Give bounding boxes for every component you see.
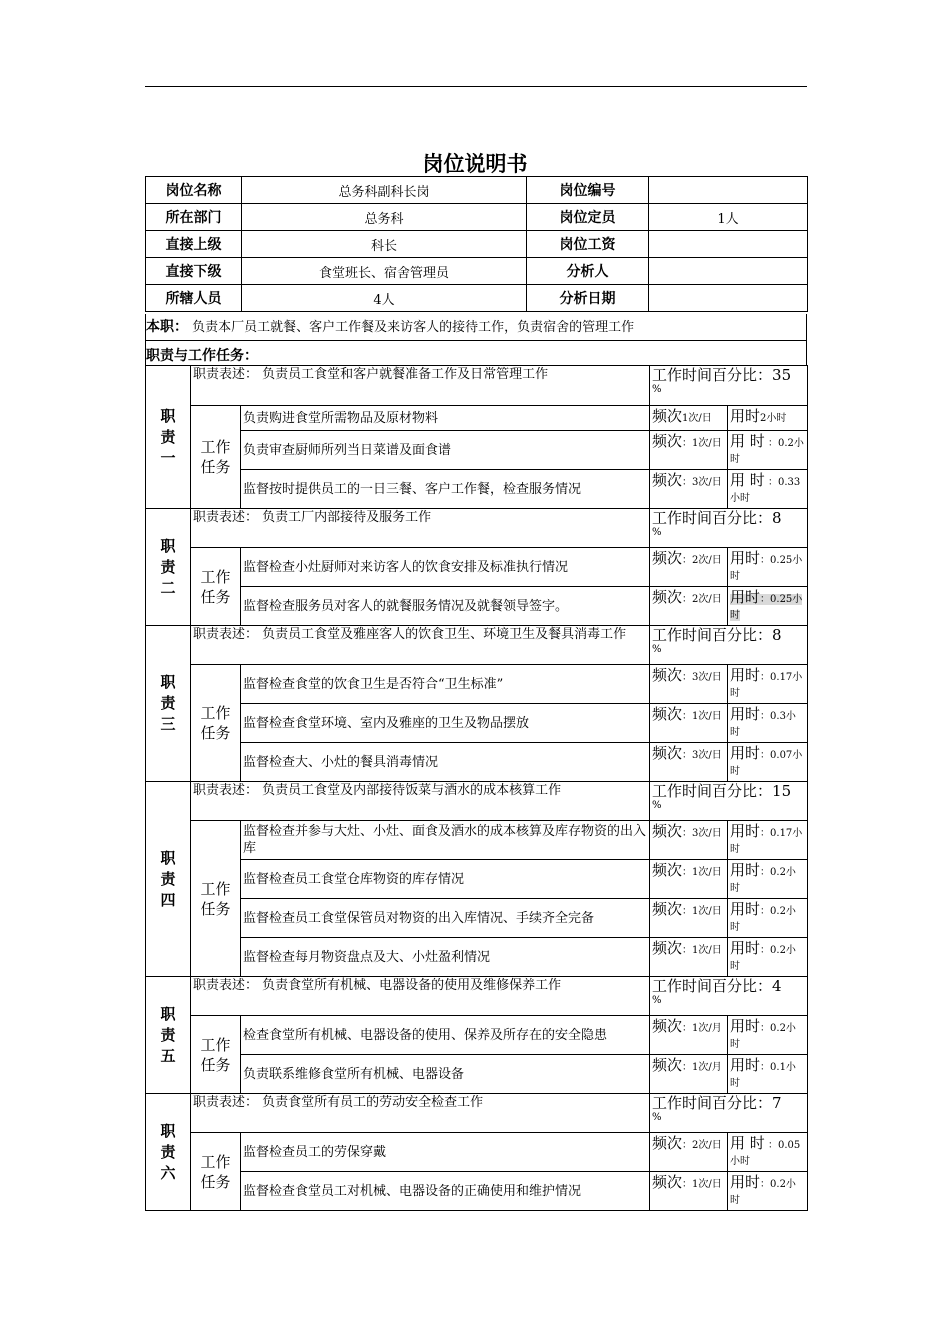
duty-label-char: 职 bbox=[160, 1004, 176, 1023]
task-duration bbox=[728, 899, 808, 938]
duty-label-char: 责 bbox=[160, 869, 176, 888]
duty-label-char: 责 bbox=[160, 1142, 176, 1161]
metric-prefix: 用时 bbox=[730, 588, 761, 606]
task-label-line: 任务 bbox=[200, 458, 231, 476]
job-summary bbox=[145, 314, 807, 341]
metric-value: ：0.2小时 bbox=[730, 1179, 796, 1206]
task-label-line: 任务 bbox=[200, 724, 231, 742]
task-row bbox=[146, 431, 808, 470]
task-duration bbox=[728, 704, 808, 743]
metric-prefix: 频次 bbox=[652, 822, 683, 840]
metric-prefix: 频次 bbox=[652, 549, 683, 567]
metric-prefix: 用时 bbox=[730, 1017, 761, 1035]
task-label-line: 任务 bbox=[200, 587, 231, 606]
task-text: 监督检查员工的劳保穿戴 bbox=[241, 1133, 650, 1172]
duty-desc-row bbox=[146, 977, 808, 1016]
duration-text bbox=[730, 1134, 801, 1167]
info-value bbox=[649, 258, 808, 285]
info-row bbox=[146, 258, 808, 285]
duty-label bbox=[146, 509, 191, 626]
metric-prefix: 用时 bbox=[730, 939, 761, 957]
task-duration bbox=[728, 587, 808, 626]
metric-prefix: 用时 bbox=[730, 744, 761, 762]
metric-prefix: 频次 bbox=[652, 861, 683, 879]
task-duration bbox=[728, 938, 808, 977]
task-text: 检查食堂所有机械、电器设备的使用、保养及所存在的安全隐患 bbox=[241, 1016, 650, 1055]
metric-value: ：2次/日 bbox=[682, 1140, 722, 1151]
metric-value: ：0.07小时 bbox=[730, 750, 803, 777]
duty-description: 职责表述： 负责员工食堂及内部接待饭菜与酒水的成本核算工作 bbox=[191, 782, 650, 821]
metric-prefix: 频次 bbox=[652, 900, 683, 918]
metric-prefix: 频次 bbox=[652, 432, 683, 450]
task-text: 监督检查并参与大灶、小灶、面食及酒水的成本核算及库存物资的出入库 bbox=[241, 821, 650, 860]
info-row bbox=[146, 231, 808, 258]
task-frequency bbox=[650, 821, 728, 860]
task-row bbox=[146, 821, 808, 860]
percentage-unit: % bbox=[652, 527, 662, 538]
metric-value: ：0.17小时 bbox=[730, 828, 803, 855]
duty-description: 职责表述： 负责员工食堂和客户就餐准备工作及日常管理工作 bbox=[191, 366, 650, 406]
frequency-text bbox=[652, 1017, 722, 1035]
summary-label: 本职： bbox=[146, 319, 188, 335]
percentage-value: 4 bbox=[772, 977, 782, 995]
percentage-value: 8 bbox=[772, 509, 782, 527]
info-label: 分析日期 bbox=[527, 285, 649, 312]
info-label: 岗位编号 bbox=[527, 177, 649, 204]
task-frequency bbox=[650, 1172, 728, 1211]
task-text: 负责购进食堂所需物品及原材物料 bbox=[241, 406, 650, 431]
duty-label-char: 责 bbox=[160, 694, 176, 712]
time-percentage bbox=[650, 509, 808, 548]
duration-text bbox=[730, 1017, 796, 1050]
metric-value: ：2次/日 bbox=[682, 594, 722, 605]
duty-label-char: 六 bbox=[160, 1163, 176, 1182]
duration-text bbox=[730, 1173, 796, 1206]
info-label: 岗位工资 bbox=[527, 231, 649, 258]
metric-value: 2小时 bbox=[760, 413, 787, 424]
percentage-value: 35 bbox=[772, 366, 792, 384]
task-frequency bbox=[650, 704, 728, 743]
duty-label bbox=[146, 977, 191, 1094]
task-row bbox=[146, 938, 808, 977]
metric-prefix: 频次 bbox=[652, 1017, 683, 1035]
task-frequency bbox=[650, 743, 728, 782]
header-rule bbox=[145, 86, 807, 87]
task-frequency bbox=[650, 1133, 728, 1172]
duty-label bbox=[146, 782, 191, 977]
time-percentage bbox=[650, 977, 808, 1016]
task-label bbox=[191, 665, 241, 782]
task-row bbox=[146, 665, 808, 704]
document-title: 岗位说明书 bbox=[422, 152, 528, 176]
duty-label-char: 一 bbox=[160, 448, 176, 467]
frequency-text bbox=[652, 939, 722, 957]
metric-value: ：1次/日 bbox=[682, 438, 722, 449]
metric-value: ：3次/日 bbox=[682, 477, 722, 488]
percentage-label: 工作时间百分比： bbox=[652, 977, 773, 995]
summary-text: 负责本厂员工就餐、客户工作餐及来访客人的接待工作，负责宿舍的管理工作 bbox=[192, 320, 635, 335]
task-label bbox=[191, 548, 241, 626]
duration-text bbox=[730, 822, 803, 855]
frequency-text bbox=[652, 432, 722, 450]
info-label: 分析人 bbox=[527, 258, 649, 285]
percentage-value: 7 bbox=[772, 1094, 782, 1112]
info-value: 科长 bbox=[242, 231, 527, 258]
duty-description: 职责表述： 负责食堂所有员工的劳动安全检查工作 bbox=[191, 1094, 650, 1133]
duty-desc-row bbox=[146, 626, 808, 665]
task-row bbox=[146, 860, 808, 899]
task-duration bbox=[728, 860, 808, 899]
info-label: 岗位定员 bbox=[527, 204, 649, 231]
task-row bbox=[146, 470, 808, 509]
task-duration bbox=[728, 1016, 808, 1055]
frequency-text bbox=[652, 549, 722, 567]
frequency-text bbox=[652, 822, 722, 840]
metric-prefix: 频次 bbox=[652, 471, 683, 489]
time-percentage bbox=[650, 626, 808, 665]
duty-label bbox=[146, 1094, 191, 1211]
task-row bbox=[146, 1016, 808, 1055]
task-text: 监督检查食堂员工对机械、电器设备的正确使用和维护情况 bbox=[241, 1172, 650, 1211]
percentage-label: 工作时间百分比： bbox=[652, 782, 773, 800]
metric-prefix: 频次 bbox=[652, 1056, 683, 1074]
metric-value: ：3次/日 bbox=[682, 828, 722, 839]
task-label-line: 工作 bbox=[200, 1152, 231, 1171]
duty-desc-row bbox=[146, 1094, 808, 1133]
task-text: 负责审查厨师所列当日菜谱及面食谱 bbox=[241, 431, 650, 470]
percentage-value: 15 bbox=[772, 782, 792, 800]
task-label bbox=[191, 406, 241, 509]
frequency-text bbox=[652, 1134, 722, 1152]
metric-value: ：1次/日 bbox=[682, 906, 722, 917]
percentage-unit: % bbox=[652, 384, 662, 395]
duty-description: 职责表述： 负责员工食堂及雅座客人的饮食卫生、环境卫生及餐具消毒工作 bbox=[191, 626, 650, 665]
metric-value: ：0.1小时 bbox=[730, 1062, 796, 1089]
task-label-line: 工作 bbox=[200, 1035, 231, 1054]
task-text: 监督按时提供员工的一日三餐、客户工作餐，检查服务情况 bbox=[241, 470, 650, 509]
duty-description: 职责表述： 负责食堂所有机械、电器设备的使用及维修保养工作 bbox=[191, 977, 650, 1016]
percentage-label: 工作时间百分比： bbox=[652, 366, 773, 384]
task-duration bbox=[728, 1172, 808, 1211]
duty-label-char: 职 bbox=[160, 536, 176, 555]
duration-text bbox=[730, 588, 803, 621]
percentage-label: 工作时间百分比： bbox=[652, 1094, 773, 1112]
metric-value: ：1次/日 bbox=[682, 711, 722, 722]
metric-value: ：0.17小时 bbox=[730, 672, 803, 699]
duration-text bbox=[730, 471, 801, 504]
metric-value: ：0.2小时 bbox=[730, 867, 796, 894]
duty-label-char: 二 bbox=[160, 578, 176, 597]
frequency-text bbox=[652, 705, 722, 723]
task-duration bbox=[728, 821, 808, 860]
info-label: 直接上级 bbox=[146, 231, 242, 258]
duration-text bbox=[730, 549, 803, 582]
task-label bbox=[191, 1133, 241, 1211]
info-label: 岗位名称 bbox=[146, 177, 242, 204]
metric-prefix: 用时 bbox=[730, 822, 761, 840]
frequency-text bbox=[652, 407, 712, 425]
percentage-unit: % bbox=[652, 995, 662, 1006]
metric-prefix: 用时 bbox=[730, 861, 761, 879]
duty-desc-row bbox=[146, 782, 808, 821]
task-row bbox=[146, 587, 808, 626]
percentage-unit: % bbox=[652, 644, 662, 655]
metric-value: ：1次/日 bbox=[682, 1179, 722, 1190]
task-frequency bbox=[650, 406, 728, 431]
task-label-line: 工作 bbox=[200, 567, 231, 586]
percentage-label: 工作时间百分比： bbox=[652, 626, 773, 644]
metric-value: ：1次/月 bbox=[682, 1062, 722, 1073]
task-text: 监督检查员工食堂保管员对物资的出入库情况、手续齐全完备 bbox=[241, 899, 650, 938]
info-value bbox=[649, 285, 808, 312]
task-text: 监督检查员工食堂仓库物资的库存情况 bbox=[241, 860, 650, 899]
duty-desc-row bbox=[146, 366, 808, 406]
task-row bbox=[146, 704, 808, 743]
duration-text bbox=[730, 1056, 796, 1089]
metric-prefix: 频次 bbox=[652, 407, 683, 425]
time-percentage bbox=[650, 782, 808, 821]
task-label-line: 任务 bbox=[200, 1172, 231, 1191]
task-label-line: 工作 bbox=[200, 704, 231, 722]
task-duration bbox=[728, 548, 808, 587]
metric-prefix: 频次 bbox=[652, 1173, 683, 1191]
info-row bbox=[146, 177, 808, 204]
task-text: 监督检查食堂的饮食卫生是否符合“卫生标准” bbox=[241, 665, 650, 704]
info-value: 1人 bbox=[649, 204, 808, 231]
task-text: 监督检查小灶厨师对来访客人的饮食安排及标准执行情况 bbox=[241, 548, 650, 587]
percentage-value: 8 bbox=[772, 626, 782, 644]
duty-description: 职责表述： 负责工厂内部接待及服务工作 bbox=[191, 509, 650, 548]
metric-prefix: 频次 bbox=[652, 744, 683, 762]
task-row bbox=[146, 743, 808, 782]
metric-value: ：3次/日 bbox=[682, 672, 722, 683]
section-title: 职责与工作任务： bbox=[145, 341, 807, 365]
task-text: 监督检查每月物资盘点及大、小灶盈利情况 bbox=[241, 938, 650, 977]
metric-prefix: 用时 bbox=[730, 549, 761, 567]
metric-value: ：0.2小时 bbox=[730, 906, 796, 933]
duty-label-char: 职 bbox=[160, 673, 176, 691]
task-frequency bbox=[650, 470, 728, 509]
metric-prefix: 频次 bbox=[652, 1134, 683, 1152]
task-duration bbox=[728, 470, 808, 509]
duty-label bbox=[146, 626, 191, 782]
metric-value: ：3次/日 bbox=[682, 750, 722, 761]
info-row bbox=[146, 285, 808, 312]
info-value: 食堂班长、宿舍管理员 bbox=[242, 258, 527, 285]
task-label bbox=[191, 1016, 241, 1094]
info-row bbox=[146, 204, 808, 231]
metric-prefix: 频次 bbox=[652, 939, 683, 957]
duty-label-char: 职 bbox=[160, 406, 176, 425]
basic-info-table bbox=[145, 176, 808, 312]
task-row bbox=[146, 1133, 808, 1172]
task-duration bbox=[728, 1055, 808, 1094]
percentage-unit: % bbox=[652, 800, 662, 811]
info-value: 4人 bbox=[242, 285, 527, 312]
task-row bbox=[146, 899, 808, 938]
time-percentage bbox=[650, 1094, 808, 1133]
task-label-line: 工作 bbox=[200, 879, 231, 898]
task-row bbox=[146, 1172, 808, 1211]
duty-label-char: 职 bbox=[160, 848, 176, 867]
task-label-line: 任务 bbox=[200, 1055, 231, 1074]
metric-prefix: 用时 bbox=[730, 900, 761, 918]
metric-prefix: 频次 bbox=[652, 705, 683, 723]
duties-table bbox=[145, 365, 808, 1211]
task-frequency bbox=[650, 938, 728, 977]
duty-label-char: 责 bbox=[160, 1025, 176, 1044]
metric-prefix: 用时 bbox=[730, 407, 761, 425]
task-frequency bbox=[650, 548, 728, 587]
metric-value: ：0.2小时 bbox=[730, 438, 804, 465]
duty-label-char: 责 bbox=[160, 557, 176, 576]
task-label bbox=[191, 821, 241, 977]
metric-value: ：1次/月 bbox=[682, 1023, 722, 1034]
task-duration bbox=[728, 665, 808, 704]
info-value bbox=[649, 231, 808, 258]
frequency-text bbox=[652, 1056, 722, 1074]
frequency-text bbox=[652, 900, 722, 918]
duration-text bbox=[730, 407, 787, 425]
duty-label-char: 三 bbox=[160, 715, 176, 733]
task-frequency bbox=[650, 1055, 728, 1094]
metric-value: ：0.25小时 bbox=[730, 555, 803, 582]
duty-label-char: 责 bbox=[160, 427, 176, 446]
duration-text bbox=[730, 939, 796, 972]
duty-label-char: 职 bbox=[160, 1121, 176, 1140]
duration-text bbox=[730, 900, 796, 933]
info-value: 总务科 bbox=[242, 204, 527, 231]
task-duration bbox=[728, 1133, 808, 1172]
metric-value: ：1次/日 bbox=[682, 945, 722, 956]
frequency-text bbox=[652, 861, 722, 879]
metric-value: ：0.2小时 bbox=[730, 945, 796, 972]
task-text: 负责联系维修食堂所有机械、电器设备 bbox=[241, 1055, 650, 1094]
duration-text bbox=[730, 432, 804, 465]
metric-value: 1次/日 bbox=[682, 413, 712, 424]
task-row bbox=[146, 406, 808, 431]
duty-label bbox=[146, 366, 191, 509]
metric-prefix: 用时 bbox=[730, 705, 761, 723]
frequency-text bbox=[652, 588, 722, 606]
task-frequency bbox=[650, 587, 728, 626]
task-row bbox=[146, 548, 808, 587]
task-duration bbox=[728, 431, 808, 470]
task-text: 监督检查服务员对客人的就餐服务情况及就餐领导签字。 bbox=[241, 587, 650, 626]
metric-value: ：0.3小时 bbox=[730, 711, 796, 738]
metric-value: ：0.2小时 bbox=[730, 1023, 796, 1050]
duration-text bbox=[730, 744, 803, 777]
metric-value: ：0.25小时 bbox=[730, 594, 803, 621]
percentage-unit: % bbox=[652, 1112, 662, 1123]
duty-label-char: 五 bbox=[160, 1046, 176, 1065]
metric-prefix: 用 时 bbox=[730, 1134, 765, 1152]
metric-value: ：0.05小时 bbox=[730, 1140, 801, 1167]
metric-prefix: 用 时 bbox=[730, 471, 765, 489]
task-text: 监督检查食堂环境、室内及雅座的卫生及物品摆放 bbox=[241, 704, 650, 743]
metric-prefix: 频次 bbox=[652, 588, 683, 606]
frequency-text bbox=[652, 1173, 722, 1191]
metric-prefix: 用时 bbox=[730, 1173, 761, 1191]
info-label: 直接下级 bbox=[146, 258, 242, 285]
duty-desc-row bbox=[146, 509, 808, 548]
metric-prefix: 用时 bbox=[730, 1056, 761, 1074]
metric-prefix: 用时 bbox=[730, 666, 761, 684]
info-value bbox=[649, 177, 808, 204]
task-row bbox=[146, 1055, 808, 1094]
task-duration bbox=[728, 743, 808, 782]
percentage-label: 工作时间百分比： bbox=[652, 509, 773, 527]
info-label: 所辖人员 bbox=[146, 285, 242, 312]
duty-label-char: 四 bbox=[160, 890, 176, 909]
duration-text bbox=[730, 861, 796, 894]
metric-value: ：1次/日 bbox=[682, 867, 722, 878]
frequency-text bbox=[652, 471, 722, 489]
metric-value: ：2次/日 bbox=[682, 555, 722, 566]
info-value: 总务科副科长岗 bbox=[242, 177, 527, 204]
metric-prefix: 频次 bbox=[652, 666, 683, 684]
task-frequency bbox=[650, 1016, 728, 1055]
task-frequency bbox=[650, 860, 728, 899]
task-text: 监督检查大、小灶的餐具消毒情况 bbox=[241, 743, 650, 782]
task-frequency bbox=[650, 431, 728, 470]
frequency-text bbox=[652, 744, 722, 762]
task-label-line: 工作 bbox=[200, 438, 231, 456]
task-frequency bbox=[650, 899, 728, 938]
frequency-text bbox=[652, 666, 722, 684]
task-frequency bbox=[650, 665, 728, 704]
metric-value: ：0.33小时 bbox=[730, 477, 801, 504]
duration-text bbox=[730, 666, 803, 699]
duration-text bbox=[730, 705, 796, 738]
time-percentage bbox=[650, 366, 808, 406]
info-label: 所在部门 bbox=[146, 204, 242, 231]
task-duration bbox=[728, 406, 808, 431]
task-label-line: 任务 bbox=[200, 899, 231, 918]
metric-prefix: 用 时 bbox=[730, 432, 765, 450]
